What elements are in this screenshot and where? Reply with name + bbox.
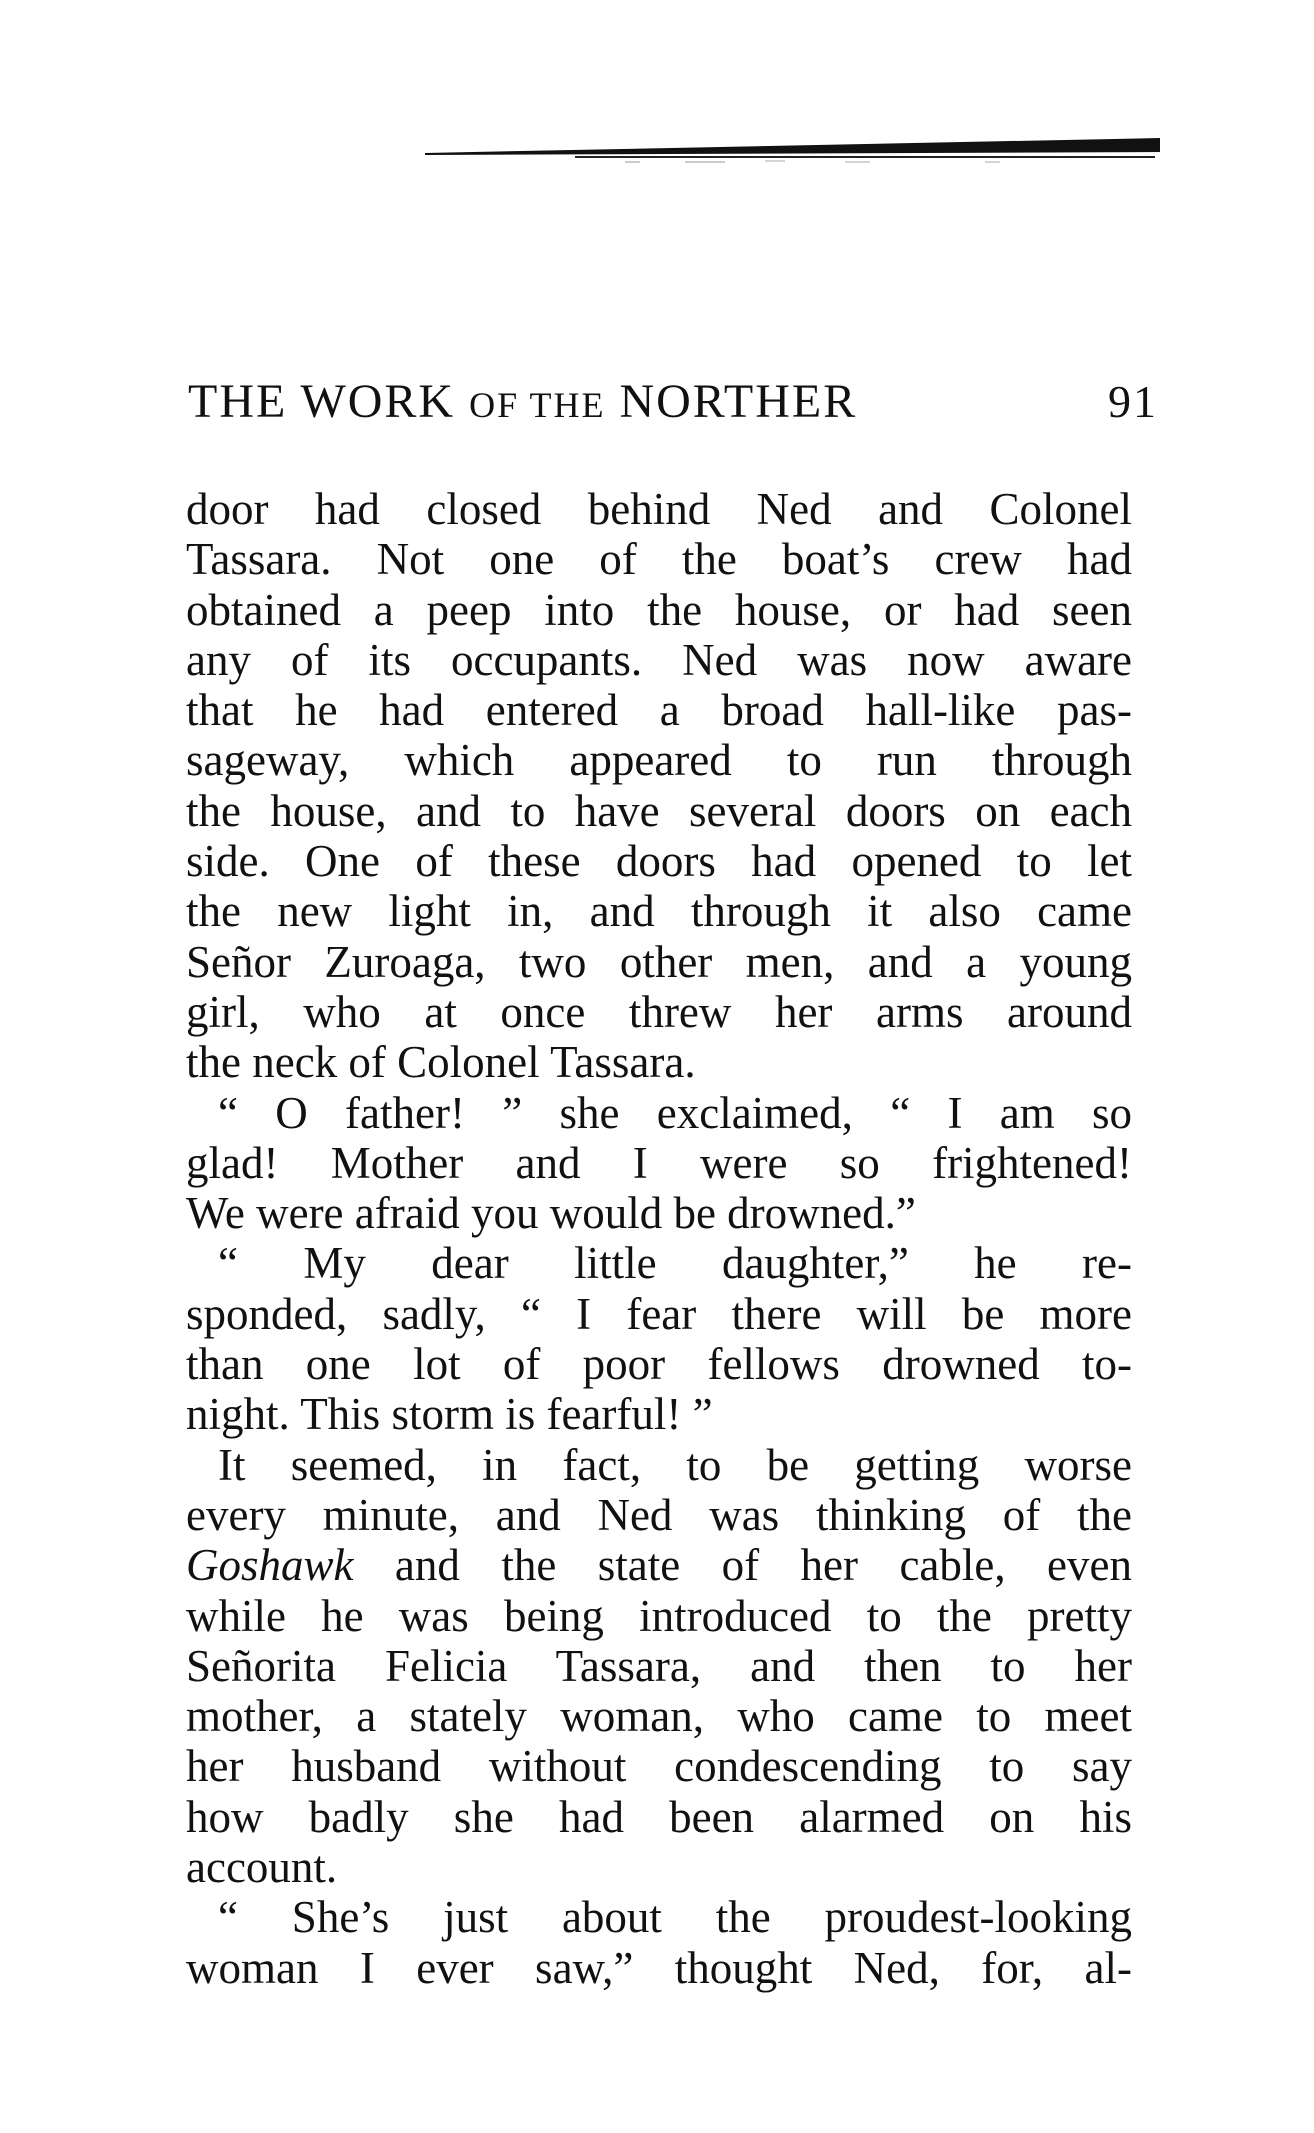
text-line: sageway, which appeared to run through	[186, 735, 1132, 786]
text-line: glad! Mother and I were so frightened!	[186, 1137, 1132, 1188]
text-line: her husband without condescending to say	[186, 1741, 1132, 1792]
body-text	[186, 484, 1132, 1993]
text-line-rest: and the state of her cable, even	[353, 1540, 1132, 1591]
text-line: We were afraid you would be drowned.”	[186, 1188, 916, 1239]
text-line: than one lot of poor fellows drowned to-	[186, 1339, 1132, 1390]
text-line: the new light in, and through it also came	[186, 886, 1132, 937]
text-line: any of its occupants. Ned was now aware	[186, 634, 1132, 685]
text-line: the house, and to have several doors on each	[186, 785, 1132, 836]
text-line: obtained a peep into the house, or had seen	[186, 584, 1132, 635]
text-line: while he was being introduced to the pretty	[186, 1590, 1132, 1641]
top-rule-ornament	[425, 128, 1160, 168]
text-line: Señor Zuroaga, two other men, and a young	[186, 936, 1132, 987]
chapter-title	[188, 375, 858, 428]
text-line: “ O father! ” she exclaimed, “ I am so	[218, 1087, 1132, 1138]
text-line: night. This storm is fearful! ”	[186, 1389, 713, 1440]
chapter-title-part2: OF THE	[469, 385, 606, 425]
text-line: woman I ever saw,” thought Ned, for, al-	[186, 1942, 1132, 1993]
text-line: that he had entered a broad hall-like pas-	[186, 685, 1132, 736]
text-line: girl, who at once threw her arms around	[186, 986, 1132, 1037]
running-head	[188, 375, 1158, 442]
text-line: “ She’s just about the proudest-looking	[218, 1892, 1132, 1943]
page-number: 91	[1108, 376, 1158, 427]
text-line: side. One of these doors had opened to let	[186, 836, 1132, 887]
text-line: every minute, and Ned was thinking of the	[186, 1489, 1132, 1540]
text-line: mother, a stately woman, who came to meet	[186, 1691, 1132, 1742]
text-line: account.	[186, 1842, 338, 1893]
text-line: how badly she had been alarmed on his	[186, 1791, 1132, 1842]
text-line: Tassara. Not one of the boat’s crew had	[186, 534, 1132, 585]
text-line: Señorita Felicia Tassara, and then to her	[186, 1640, 1132, 1691]
text-line: It seemed, in fact, to be getting worse	[218, 1439, 1132, 1490]
text-line: door had closed behind Ned and Colonel	[186, 484, 1132, 534]
text-line: sponded, sadly, “ I fear there will be more	[186, 1288, 1132, 1339]
ship-name: Goshawk	[186, 1540, 354, 1591]
text-line: “ My dear little daughter,” he re-	[218, 1238, 1132, 1289]
text-line	[186, 1540, 1132, 1590]
chapter-title-part1: THE WORK	[188, 375, 456, 428]
text-line: the neck of Colonel Tassara.	[186, 1037, 696, 1088]
chapter-title-part3: NORTHER	[619, 375, 858, 428]
